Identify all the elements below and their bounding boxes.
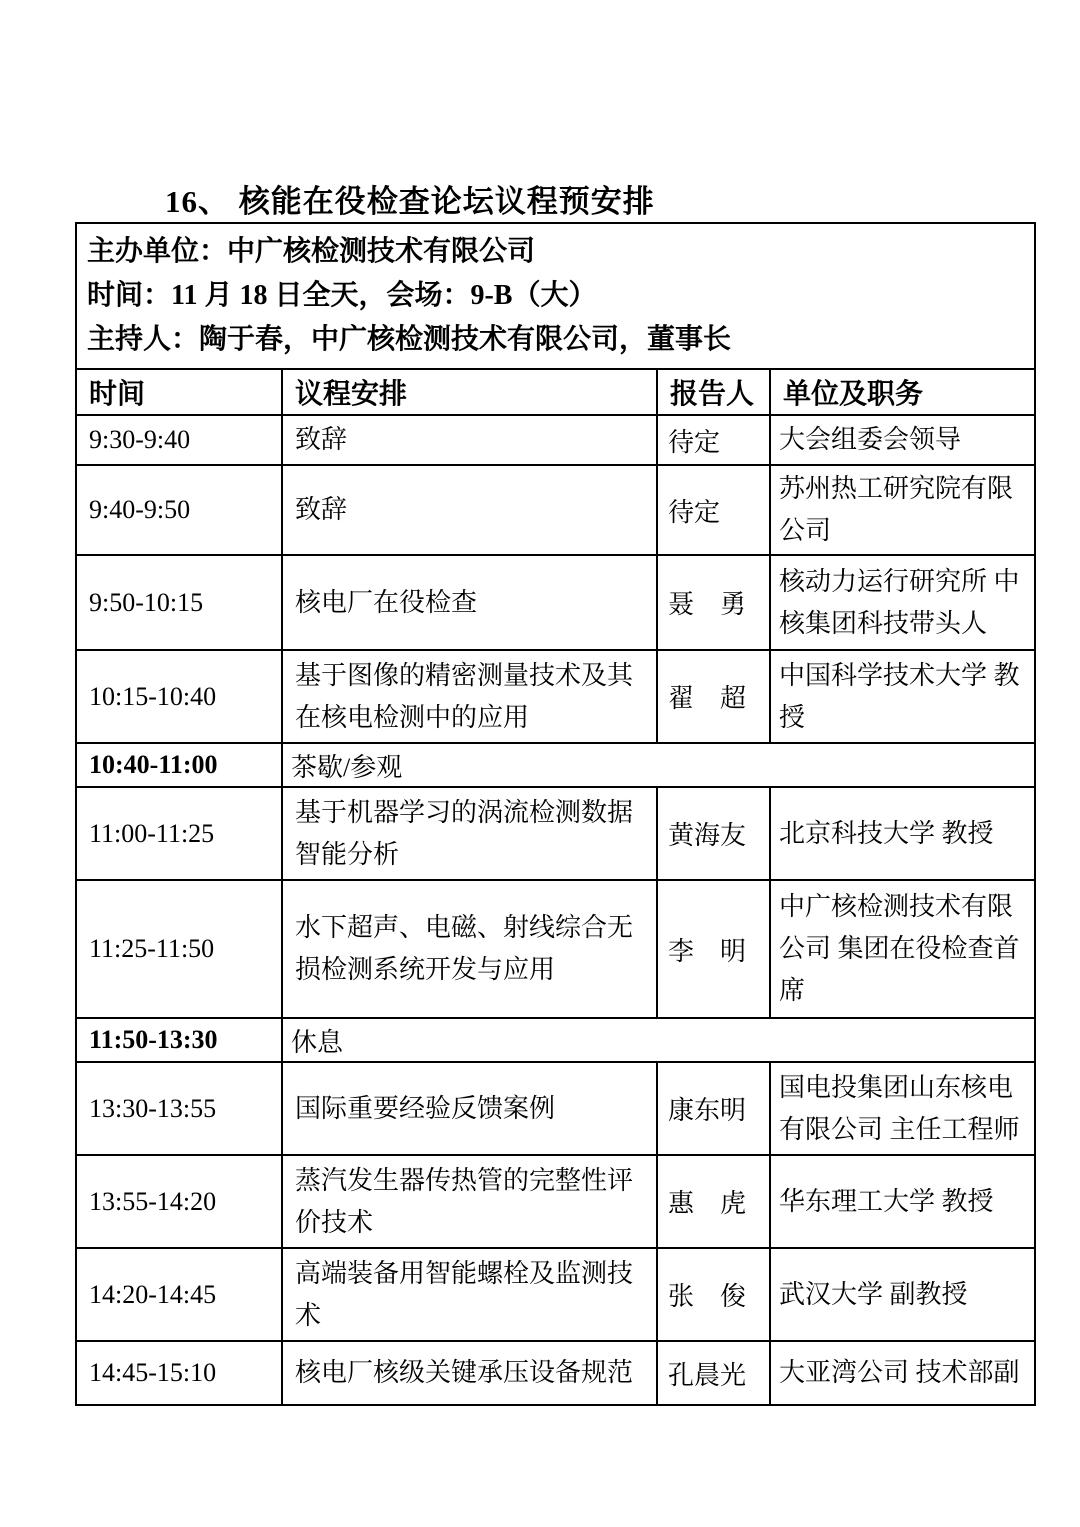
host-line: 主持人：陶于春，中广核检测技术有限公司，董事长: [87, 324, 732, 355]
time-cell: 13:55-14:20: [76, 1155, 282, 1248]
agenda-cell: 致辞: [282, 465, 657, 555]
table-row: [76, 787, 1035, 880]
info-cell: [76, 223, 1035, 369]
affiliation-cell: 中广核检测技术有限公司 集团在役检查首席: [770, 880, 1035, 1018]
header-speaker: 报告人: [657, 369, 770, 415]
affiliation-cell: 核动力运行研究所 中核集团科技带头人: [770, 555, 1035, 650]
affiliation-cell: 大会组委会领导: [770, 415, 1035, 465]
table-row: [76, 880, 1035, 1018]
table-row: [76, 465, 1035, 555]
agenda-cell: 核电厂核级关键承压设备规范: [282, 1341, 657, 1405]
agenda-table: [75, 222, 1036, 1406]
speaker-cell: 待定: [657, 465, 770, 555]
affiliation-cell: 苏州热工研究院有限公司: [770, 465, 1035, 555]
affiliation-cell: 武汉大学 副教授: [770, 1248, 1035, 1341]
affiliation-cell: 中国科学技术大学 教授: [770, 650, 1035, 743]
agenda-cell: 国际重要经验反馈案例: [282, 1062, 657, 1155]
speaker-cell: 孔晨光: [657, 1341, 770, 1405]
speaker-cell: 聂 勇: [657, 555, 770, 650]
speaker-cell: 康东明: [657, 1062, 770, 1155]
time-cell: 14:45-15:10: [76, 1341, 282, 1405]
break-row: [76, 743, 1035, 787]
speaker-cell: 惠 虎: [657, 1155, 770, 1248]
time-cell: 11:25-11:50: [76, 880, 282, 1018]
speaker-cell: 黄海友: [657, 787, 770, 880]
speaker-cell: 翟 超: [657, 650, 770, 743]
speaker-cell: 李 明: [657, 880, 770, 1018]
time-cell: 11:50-13:30: [76, 1018, 282, 1062]
table-row: [76, 415, 1035, 465]
table-header-row: [76, 369, 1035, 415]
break-label-cell: 茶歇/参观: [282, 743, 1035, 787]
break-row: [76, 1018, 1035, 1062]
header-affiliation: 单位及职务: [770, 369, 1035, 415]
agenda-cell: 核电厂在役检查: [282, 555, 657, 650]
time-cell: 10:15-10:40: [76, 650, 282, 743]
break-label-cell: 休息: [282, 1018, 1035, 1062]
agenda-cell: 基于机器学习的涡流检测数据智能分析: [282, 787, 657, 880]
time-cell: 9:40-9:50: [76, 465, 282, 555]
affiliation-cell: 国电投集团山东核电有限公司 主任工程师: [770, 1062, 1035, 1155]
table-row: [76, 1155, 1035, 1248]
time-cell: 13:30-13:55: [76, 1062, 282, 1155]
table-row: [76, 555, 1035, 650]
agenda-cell: 基于图像的精密测量技术及其在核电检测中的应用: [282, 650, 657, 743]
affiliation-cell: 华东理工大学 教授: [770, 1155, 1035, 1248]
table-row: [76, 1248, 1035, 1341]
time-cell: 14:20-14:45: [76, 1248, 282, 1341]
page-title: 16、 核能在役检查论坛议程预安排: [165, 184, 655, 219]
speaker-cell: 张 俊: [657, 1248, 770, 1341]
table-row: [76, 1341, 1035, 1405]
header-time: 时间: [76, 369, 282, 415]
table-row: [76, 1062, 1035, 1155]
time-cell: 9:50-10:15: [76, 555, 282, 650]
affiliation-cell: 大亚湾公司 技术部副: [770, 1341, 1035, 1405]
organizer-line: 主办单位：中广核检测技术有限公司: [87, 236, 536, 267]
affiliation-cell: 北京科技大学 教授: [770, 787, 1035, 880]
time-cell: 9:30-9:40: [76, 415, 282, 465]
agenda-cell: 蒸汽发生器传热管的完整性评价技术: [282, 1155, 657, 1248]
time-venue-line: 时间：11 月 18 日全天，会场：9-B（大）: [87, 280, 597, 311]
time-cell: 11:00-11:25: [76, 787, 282, 880]
info-row: [76, 223, 1035, 369]
header-agenda: 议程安排: [282, 369, 657, 415]
agenda-cell: 水下超声、电磁、射线综合无损检测系统开发与应用: [282, 880, 657, 1018]
speaker-cell: 待定: [657, 415, 770, 465]
agenda-cell: 高端装备用智能螺栓及监测技术: [282, 1248, 657, 1341]
agenda-cell: 致辞: [282, 415, 657, 465]
time-cell: 10:40-11:00: [76, 743, 282, 787]
table-row: [76, 650, 1035, 743]
